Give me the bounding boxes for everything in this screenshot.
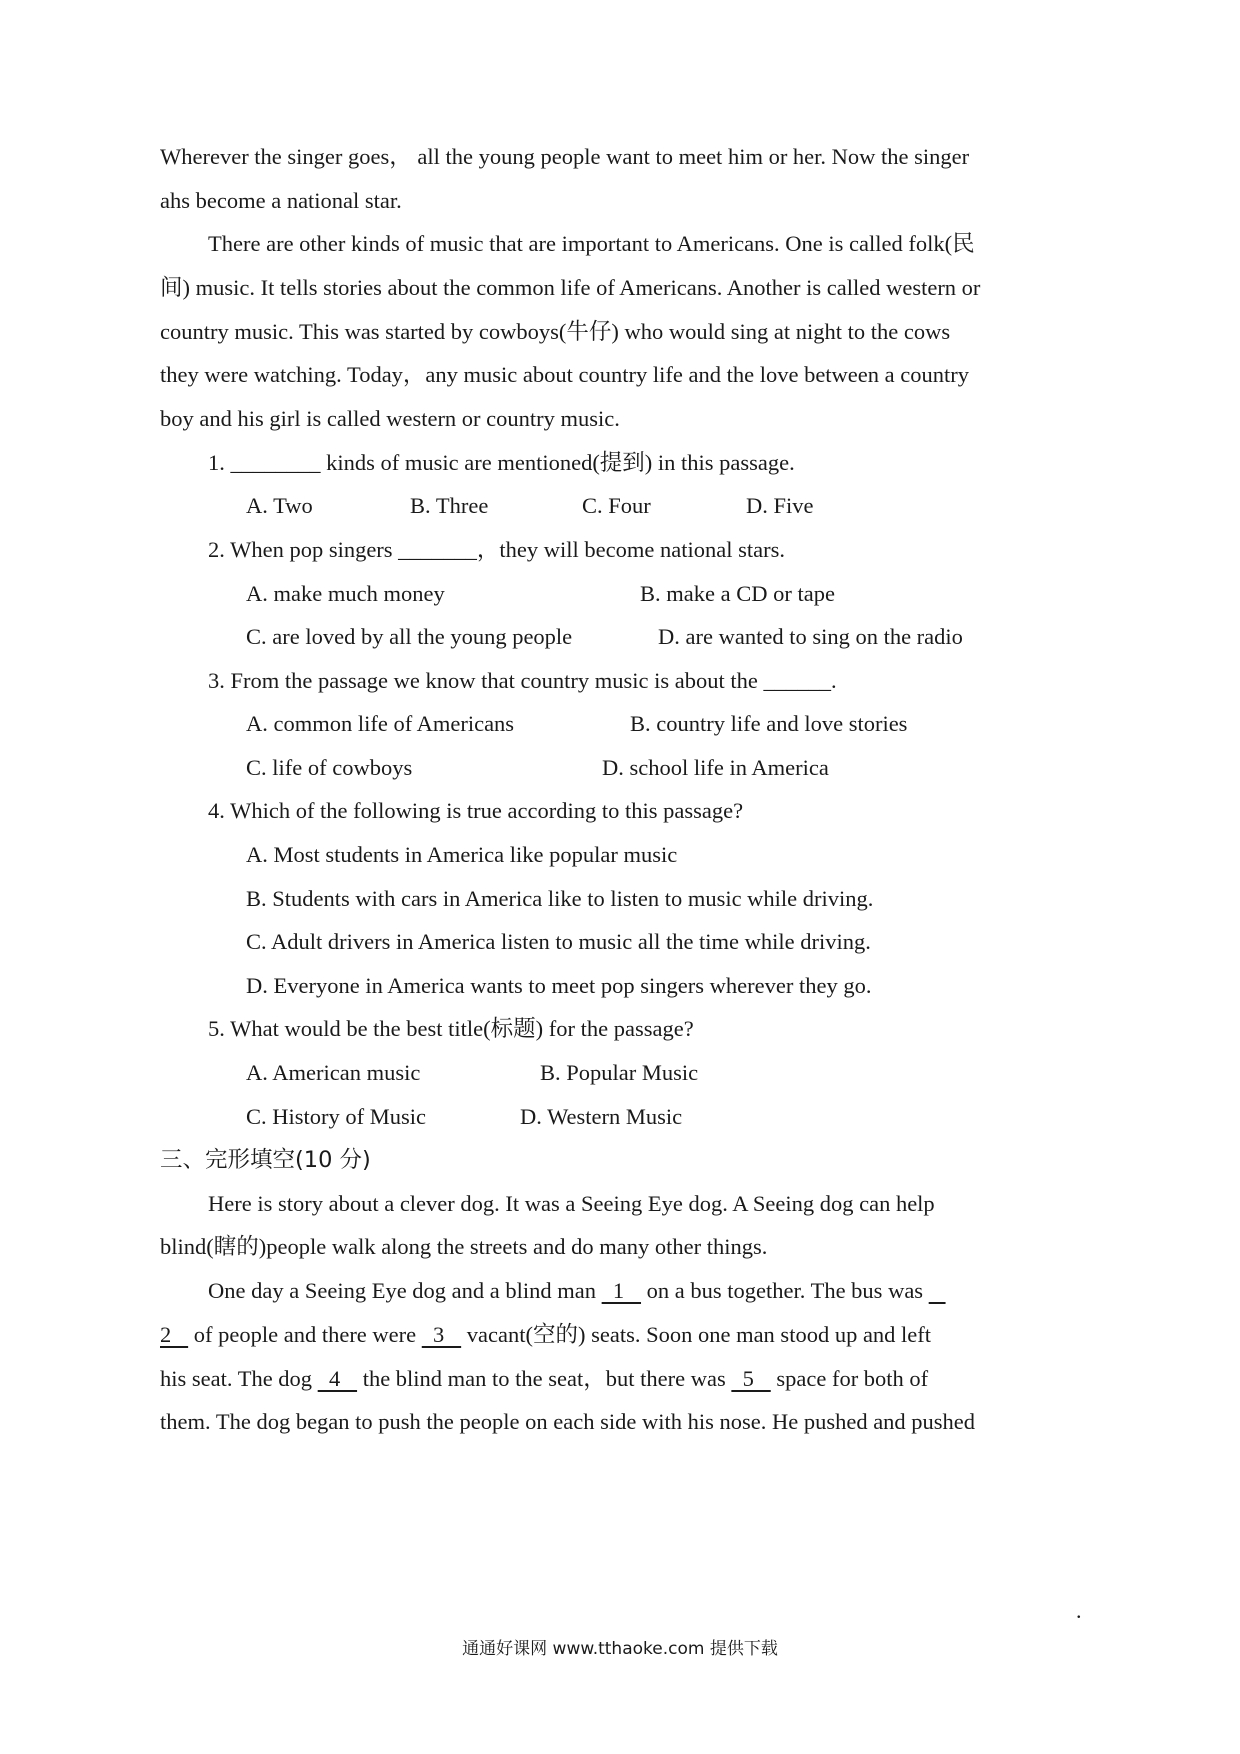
passage-line: Wherever the singer goes， all the young people want to meet him or her. Now the singer xyxy=(160,144,970,169)
cloze-text: on a bus together. The bus was xyxy=(641,1278,929,1303)
blank-1: 1 xyxy=(601,1278,642,1303)
blank-3: 3 xyxy=(421,1322,462,1347)
question-5-stem: 5. What would be the best title(标题) for the passage? xyxy=(208,1016,694,1041)
cloze-line: Here is story about a clever dog. It was a Seeing Eye dog. A Seeing dog can help xyxy=(208,1191,935,1216)
cloze-line: blind(瞎的)people walk along the streets and do many other things. xyxy=(160,1234,768,1259)
blank-5: 5 xyxy=(731,1366,771,1391)
passage-line: 间) music. It tells stories about the common life of Americans. Another is called western or xyxy=(160,275,981,300)
passage-line: There are other kinds of music that are important to Americans. One is called folk(民 xyxy=(208,231,975,256)
q3-option-c: C. life of cowboys xyxy=(246,755,413,780)
q2-option-c: C. are loved by all the young people xyxy=(246,624,573,649)
q1-option-b: B. Three xyxy=(410,493,489,518)
q1-option-d: D. Five xyxy=(746,493,814,518)
cloze-text: his seat. The dog xyxy=(160,1366,318,1391)
q5-option-b: B. Popular Music xyxy=(540,1060,699,1085)
q4-option-c: C. Adult drivers in America listen to music all the time while driving. xyxy=(246,929,871,954)
passage-line: ahs become a national star. xyxy=(160,188,402,213)
page-footer: 通通好课网 www.tthaoke.com 提供下载 xyxy=(462,1639,778,1659)
q4-option-a: A. Most students in America like popular music xyxy=(246,842,678,867)
question-2-stem: 2. When pop singers _______，they will become national stars. xyxy=(208,537,785,562)
blank-4: 4 xyxy=(317,1366,358,1391)
blank-2: 2 xyxy=(160,1322,189,1347)
question-3-stem: 3. From the passage we know that country music is about the ______. xyxy=(208,668,837,693)
trailing-mark: . xyxy=(1076,1598,1082,1623)
q2-option-a: A. make much money xyxy=(246,581,445,606)
section-heading: 三、完形填空(10 分) xyxy=(160,1147,371,1173)
passage-line: country music. This was started by cowboys(牛仔) who would sing at night to the cows xyxy=(160,319,951,344)
passage-line: boy and his girl is called western or country music. xyxy=(160,406,620,431)
cloze-text: One day a Seeing Eye dog and a blind man xyxy=(208,1278,602,1303)
cloze-text: space for both of xyxy=(770,1366,929,1391)
q5-option-a: A. American music xyxy=(246,1060,421,1085)
q5-option-d: D. Western Music xyxy=(520,1104,683,1129)
cloze-text: of people and there were xyxy=(188,1322,422,1347)
q3-option-a: A. common life of Americans xyxy=(246,711,515,736)
q4-option-b: B. Students with cars in America like to listen to music while driving. xyxy=(246,886,874,911)
q2-option-d: D. are wanted to sing on the radio xyxy=(658,624,963,649)
cloze-line xyxy=(160,1364,1080,1394)
question-1-stem: 1. ________ kinds of music are mentioned(提到) in this passage. xyxy=(208,450,795,475)
cloze-text: the blind man to the seat，but there was xyxy=(357,1366,732,1391)
blank-2-start xyxy=(929,1278,946,1303)
cloze-line: them. The dog began to push the people on each side with his nose. He pushed and pushed xyxy=(160,1409,976,1434)
q1-option-a: A. Two xyxy=(246,493,313,518)
passage-line: they were watching. Today，any music about country life and the love between a country xyxy=(160,362,970,387)
q3-option-b: B. country life and love stories xyxy=(630,711,908,736)
cloze-line xyxy=(160,1320,1080,1350)
question-4-stem: 4. Which of the following is true according to this passage? xyxy=(208,798,744,823)
q3-option-d: D. school life in America xyxy=(602,755,829,780)
q1-option-c: C. Four xyxy=(582,493,651,518)
cloze-line xyxy=(208,1276,1128,1306)
q2-option-b: B. make a CD or tape xyxy=(640,581,835,606)
q5-option-c: C. History of Music xyxy=(246,1104,426,1129)
cloze-text: vacant(空的) seats. Soon one man stood up and left xyxy=(461,1322,932,1347)
q4-option-d: D. Everyone in America wants to meet pop singers wherever they go. xyxy=(246,973,872,998)
